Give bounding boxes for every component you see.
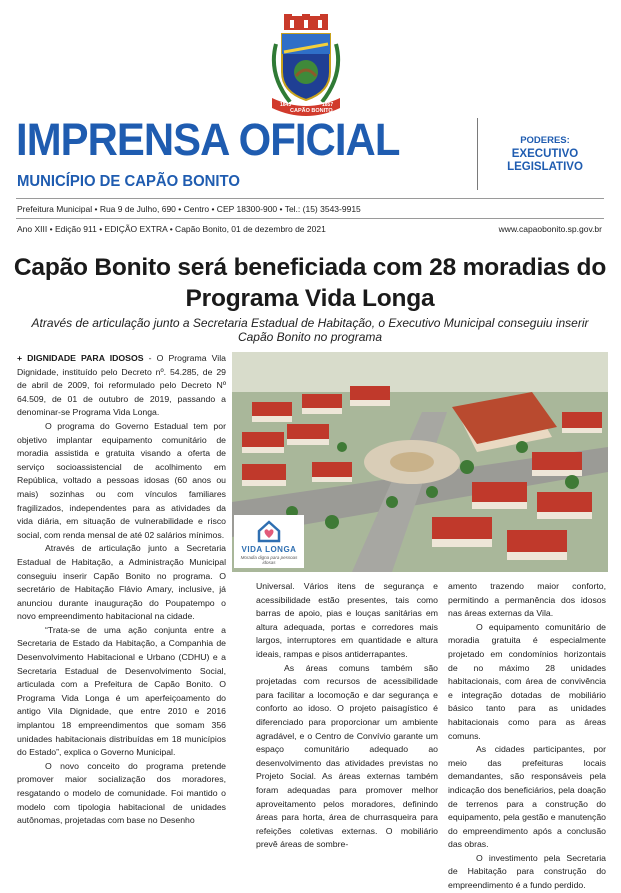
power-legislative: LEGISLATIVO [507, 161, 583, 173]
masthead-divider [477, 118, 478, 190]
paragraph: As áreas comuns também são projetadas com recursos de acessibilidade para facilitar a locomoção e dar segurança e conforto ao idoso. O projeto paisagístico é diferenciado para proporcionar um ambiente agradável, e o Centro de Convívio garante um espaço comunitário adequado ao desenvolvimento das atividades previstas no Projeto Social. As áreas externas também foram adequadas para promover melhor aproveitamento pelos moradores, definindo áreas para horta, área de churrasqueira para refeições coletivas externas. O mobiliário prevê áreas de sombre- [256, 662, 438, 850]
divider [16, 198, 604, 199]
vida-longa-logo [234, 515, 304, 568]
house-heart-icon [256, 519, 282, 543]
paragraph: O novo conceito do programa pretende promover maior socialização dos moradores, resgatando o modelo de comunidade. Foi mantido o modelo com tipologia habitacional de unidades autônomas, projetadas com base no Desenho [17, 760, 226, 826]
municipal-crest [266, 14, 346, 122]
divider [16, 218, 604, 219]
municipality-name: MUNICÍPIO DE CAPÃO BONITO [17, 173, 240, 190]
paragraph: amento trazendo maior conforto, permitindo a permanência dos idosos nas áreas externas da Vila. [448, 581, 606, 619]
address-line: Prefeitura Municipal • Rua 9 de Julho, 690 • Centro • CEP 18300-900 • Tel.: (15) 3543-9915 [17, 204, 361, 214]
powers-label: PODERES: [520, 135, 570, 146]
paragraph: Universal. Vários itens de segurança e acessibilidade estão presentes, tais como barras de apoio, pias e louças sanitárias em altura adequada, portas e corredores mais largos, interruptores em quantidade e altura ideais, rampas e pisos antiderrapantes. [256, 581, 438, 659]
lead-label: + DIGNIDADE PARA IDOSOS [17, 353, 144, 363]
article-column-2 [256, 580, 438, 852]
paragraph: O equipamento comunitário de moradia gratuita é especialmente projetado em condomínios horizontais de no máximo 28 unidades habitacionais, com área de convivência e integração dotadas de mobiliário básico tanto para as unidades habitacionais como para as áreas comuns. [448, 621, 606, 741]
paragraph: As cidades participantes, por meio das prefeituras locais demandantes, são responsáveis pela indicação dos beneficiários, pela doação de terrenos para a construção do equipamento, pela gestão e manutenção do empreendimento após a conclusão das obras. [448, 744, 606, 850]
article-headline: Capão Bonito será beneficiada com 28 moradias do Programa Vida Longa [13, 254, 607, 312]
logo-text: VIDA LONGA [241, 545, 297, 554]
crest-year-right: 1857 [322, 102, 334, 108]
paragraph: O programa do Governo Estadual tem por objetivo implantar equipamento comunitário de moradia assistida e gratuita visando a oferta de serviço socioassistencial de acolhimento em República, voltado a pessoas idosas (60 anos ou mais) sozinhas ou com vínculos familiares fragilizados, independentes para as atividades da vida diária, em situação de vulnerabilidade e risco social, com renda mensal de até 02 salários mínimos. [17, 420, 226, 540]
edition-line: Ano XIII • Edição 911 • EDIÇÃO EXTRA • Capão Bonito, 01 de dezembro de 2021 [17, 224, 326, 234]
crest-year-left: 1843 [280, 102, 292, 108]
logo-tagline: Moradia digna para pessoas idosas [240, 555, 298, 565]
paragraph: “Trata-se de uma ação conjunta entre a Secretaria de Estado da Habitação, a Companhia de Desenvolvimento Habitacional e Urbano (CDHU) e a Secretaria Estadual de Desenvolvimento Social, articulada com a Prefeitura de Capão Bonito. O Programa Vida Longa é um aperfeiçoamento do antigo Vila Dignidade, que entre 2010 e 2016 implantou 18 empreendimentos que somam 356 unidades habitacionais distribuídas em 18 municípios do Estado”, explica o Governo Municipal. [17, 624, 226, 758]
power-executive: EXECUTIVO [511, 148, 579, 160]
paragraph: + DIGNIDADE PARA IDOSOS - O Programa Vila Dignidade, instituído pelo Decreto nº. 54.285, de 29 de abril de 2009, foi reformulado pelo Decreto Nº 64.509, de 01 de outubro de 2019, passando a denominar-se Programa Vida Longa. [17, 353, 226, 418]
article-subheadline: Através de articulação junto a Secretaria Estadual de Habitação, o Executivo Municipal conseguiu inserir Capão Bonito no programa [31, 316, 589, 344]
paragraph: O investimento pela Secretaria de Habitação para construção do empreendimento é a fundo perdido. [448, 852, 606, 891]
article-column-1 [17, 352, 226, 828]
website-link[interactable]: www.capaobonito.sp.gov.br [498, 224, 602, 234]
article-column-3 [448, 580, 606, 893]
paragraph: Através de articulação junto a Secretaria Estadual de Habitação, a Administração Municipal conseguiu inserir Capão Bonito no programa. O secretário de Habitação Flávio Amary, inclusive, já anunciou durante inauguração do Poupatempo o novo empreendimento habitacional na cidade. [17, 543, 226, 622]
crest-motto: CAPÃO BONITO [290, 108, 333, 114]
newspaper-title: IMPRENSA OFICIAL [16, 114, 400, 165]
powers-box [490, 135, 600, 173]
